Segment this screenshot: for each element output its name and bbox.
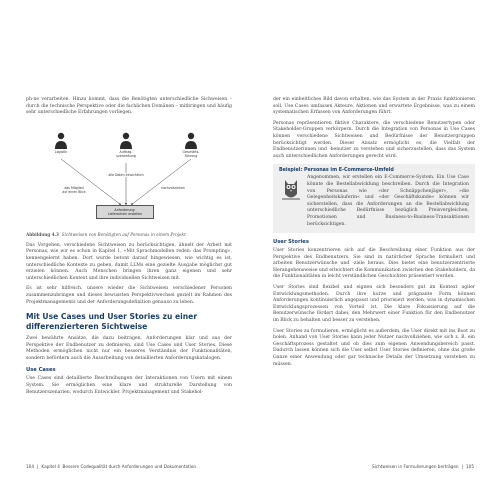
figure-requirement-box xyxy=(96,205,154,219)
figure-label-geschaeft: Geschäfts- führung xyxy=(182,149,200,158)
figure-label-nachvollziehen: nachvollziehen xyxy=(156,186,190,190)
left-column xyxy=(26,97,232,396)
infobox-text: Angenommen, wir erstellen ein E-Commerce-System. Ein Use Case könnte die Bestellabwicklung beschreiben. Durch die Integration von Personas wie »der Schnäppchenjäger«, »die Gelegenheitskäuferin« und »der Geschäftskunde« können wir sicherstellen, dass die Anforderungen an die Bestellabwicklung unterschiedliche Bedürfnisse bezüglich Preisvergleichen, Promotionen und Business-to-Business-Transaktionen berücksichtigen. xyxy=(307,175,469,227)
figure-label-kunden: das Mitglied auf einen Blick xyxy=(56,186,92,194)
figure-caption-text: Sichtweisen von Benötigten auf Personas in einem Projekt xyxy=(61,231,186,237)
paragraph: User Stories konzentrieren sich auf die Beschreibung einer Funktion aus der Perspektive des Endbenutzers. Sie sind in natürlicher Sprache formuliert und arbeiten Benutzerwünsche und -ziele heraus. Dies bietet eine benutzerzentrierte Herangehensweise und erleichtert die Kommunikation zwischen den Stakeholdern, da die Funktionalitäten in leicht verständlichen Geschichten präsentiert werden. xyxy=(273,248,475,280)
figure-caption-label: Abbildung 4.3 xyxy=(26,231,59,237)
chapter-label: Kapitel 4 xyxy=(41,464,60,469)
person-icon xyxy=(120,133,132,149)
page-number: 105 xyxy=(466,464,474,469)
infobox-title: Beispiel: Personas im E-Commerce-Umfeld xyxy=(279,168,394,174)
figure xyxy=(26,123,226,228)
person-icon xyxy=(185,133,197,149)
intro-paragraph: ph·ne verarbeiten. Hinzu kommt, dass die Benötigten unterschiedliche Sichweisen – durch die technische Perspektive oder die fachlichen Domänen – mitbringen und häufig sehr unterschiedliche Erfahrungen vorliegen. xyxy=(26,97,232,116)
paragraph: der ein einheitliches Bild davon erhalten, wie das System in der Praxis funktionieren soll. Use Cases umfassen Akteure, Aktionen und erwartete Ergebnisse, was zu einem systematischen Erfassen von Anforderungen führt. xyxy=(273,97,475,116)
chapter-title: Sichtweisen in Formulierungen berträgen xyxy=(371,464,459,469)
subheading-user-stories: User Stories xyxy=(273,239,309,246)
figure-label-auftrag: Auftrag- sverwaltung xyxy=(116,149,136,158)
right-column xyxy=(273,97,475,368)
paragraph: Personas repräsentieren fiktive Charaktere, die verschiedene Benutzertypen oder Stakeholder-Gruppen verkörpern. Durch die Integration von Personas in Use Cases können verschiedene Sichtweisen und Bedürfnisse der Benutzergruppen berücksichtigt werden. Dieser Ansatz ermöglicht es, die Vielfalt der Endbenutzerinnen und -benutzer zu verstehen und sicherzustellen, dass das System auch unterschiedlichen Anforderungen gerecht wird. xyxy=(273,120,475,159)
page-number: 104 xyxy=(26,464,34,469)
paragraph: Es ist sehr hilfreich, unsere wieder die Sichtweisen verschiedener Personen zusammenzubringen und dieses bewussten Perspektivwechsel gezielt im Rahmen des Projektmanagements und der Anforderungsdefinition genauso zu leben. xyxy=(26,286,232,305)
person-icon xyxy=(55,133,67,149)
paragraph: Zwei bewährte Ansätze, die dazu beitragen, Anforderungen klar und aus der Perspektive der Endbenutzer zu definieren, sind Use Cases und User Stories. Diese Methoden ermöglichen nicht nur ein besseres Verständnis der Funktionalitäten, sondern befördern auch die Ausarbeitung von detaillierten Anforderungskatalogen. xyxy=(26,335,232,361)
figure-label-daten: alle Daten einsichtlich xyxy=(106,173,146,177)
right-page-footer: Sichtweisen in Formulierungen berträgen | 105 xyxy=(371,464,474,469)
chapter-title: Bessere Codequalität durch Anforderungen und Dokumentation xyxy=(62,464,197,469)
example-infobox xyxy=(273,164,475,233)
paragraph: User Stories zu formulieren, ermöglicht es außerdem, die User direkt mit ins Boot zu holen. Anhand von User Stories kann jeder Nutzer nachvollziehen, wie sich z. B. ein Geschäftsprozess gestaltet und ob dies zum eigenen Anwendungsbereich passt. Dadurch lassen können sich die User selbst User Stories definieren, ohne das große Ganze einer Anwendung oder gar technische Details der Umsetzung verstehen zu müssen. xyxy=(273,328,475,367)
section-heading: Mit Use Cases und User Stories zu einer differenzierteren Sichtweise xyxy=(26,312,198,331)
left-page-footer: 104 | Kapitel 4 Bessere Codequalität durch Anforderungen und Dokumentation xyxy=(26,464,197,469)
subheading-use-cases: Use Cases xyxy=(26,367,56,374)
infobox-body xyxy=(279,175,469,228)
paragraph: Das Vorgehen, verschiedene Sichtweisen zu berücksichtigen, ähnelt der Arbeit mit Personas, wie wir es schon in Kapitel 1, »Mit Sprachmodellen reden: das Prompting«, kennengelernt haben. Dort wurde betont darauf hingewiesen, wie wichtig es ist, unterschiedliche Kontexte zu geben, damit LLMs eine gezielte Ausgabe möglichst gut erzielen können. Auch Menschen bringen ihren ganz eigenen und sehr unterschiedlichen Kontext und ihre individuellen Sichtweisen mit. xyxy=(26,242,232,281)
figure-caption xyxy=(26,232,232,238)
right-page xyxy=(250,0,500,500)
paragraph: Use Cases sind detaillierte Beschreibungen der Interaktionen von Usern mit einem System. Sie ermöglichen eine klare und strukturelle Darstellung von Benutzerszenarien, wodurch Entwickler, Projektmanagement und Stakehol- xyxy=(26,376,232,395)
figure-requirement-text: Anforderung: Lieferschein erstellen xyxy=(107,207,143,216)
figure-label-logistik: Logistik xyxy=(54,149,68,154)
owl-icon xyxy=(279,176,303,202)
paragraph: User Stories sind flexibel und eignen sich besonders gut im Kontext agiler Entwicklungsmethoden. Durch ihre kurze und prägnante Form können Anforderungen kontinuierlich angepasst und priorisiert werden, was in dynamischen Entwicklungsprozessen von Vorteil ist. Die klare Fokussierung auf die Benutzerwünsche fördert dabei, den Mehrwert einer Funktion für den Endbenutzer im Blick zu behalten und besser zu verstehen. xyxy=(273,285,475,324)
